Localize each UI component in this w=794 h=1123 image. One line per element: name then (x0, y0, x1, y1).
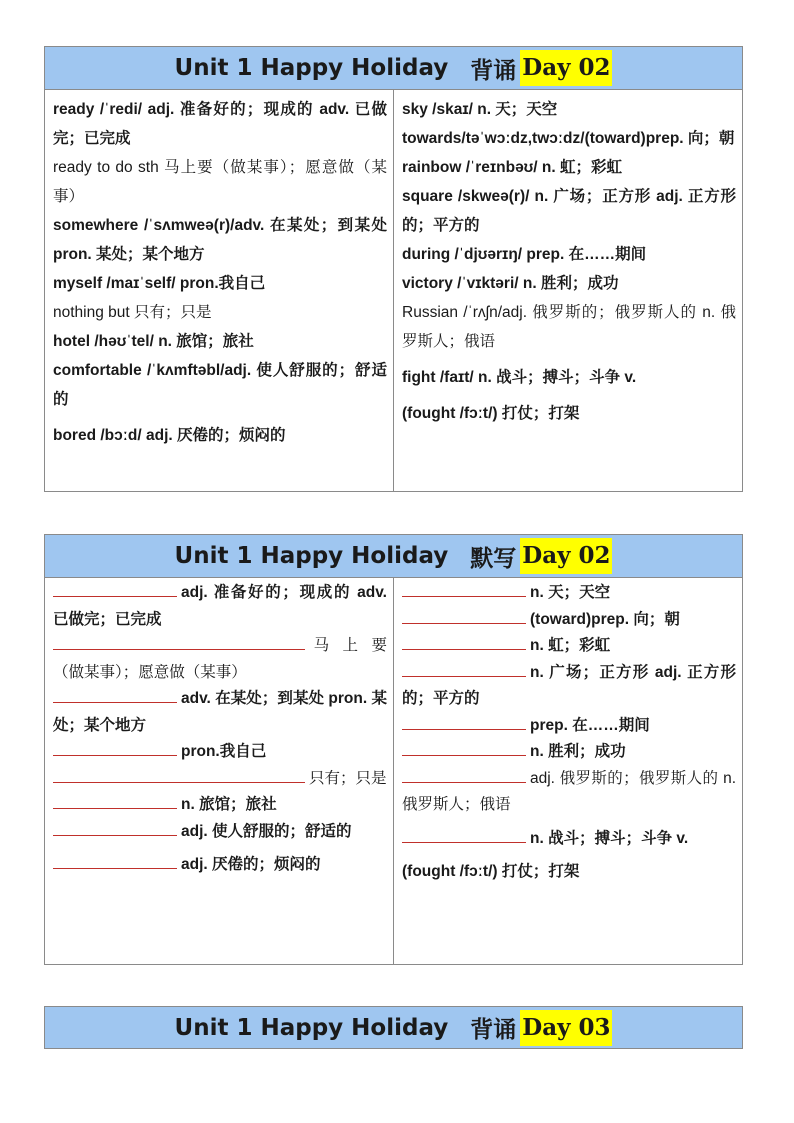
dictation-column-right (394, 578, 742, 964)
vocab-entry: comfortable /ˈkʌmftəbl/adj. 使人舒服的；舒适的 (53, 362, 387, 408)
card-header (45, 1007, 742, 1048)
vocab-entry: towards/təˈwɔːdz,twɔːdz/(toward)prep. 向；朝 (402, 130, 735, 147)
dictation-entry: adj. 准备好的；现成的 adv. 已做完；已完成 (53, 584, 387, 628)
fill-in-blank[interactable] (402, 595, 526, 597)
vocab-column-right (394, 90, 742, 491)
fill-in-blank[interactable] (402, 781, 526, 783)
card-kind-label: 背诵 (470, 1016, 517, 1043)
card-header (45, 535, 742, 578)
vocab-entry: victory /ˈvɪktəri/ n. 胜利；成功 (402, 275, 619, 292)
card-tag (470, 538, 612, 574)
fill-in-blank[interactable] (402, 754, 526, 756)
card-header (45, 47, 742, 90)
dictation-entry: 马 上 要（做某事）；愿意做（某事） (53, 637, 387, 681)
dictation-entry: adv. 在某处；到某处 pron. 某处；某个地方 (53, 690, 387, 734)
vocab-entry: during /ˈdjʊərɪŋ/ prep. 在……期间 (402, 246, 647, 263)
vocab-entry: fight /faɪt/ n. 战斗；搏斗；斗争 v. (402, 369, 637, 386)
recite-card-day02 (44, 46, 743, 492)
vocab-entry: (fought /fɔːt/) 打仗；打架 (402, 405, 580, 422)
fill-in-blank[interactable] (402, 648, 526, 650)
vocab-entry: hotel /həʊˈtel/ n. 旅馆；旅社 (53, 333, 254, 350)
day-label: Day 02 (520, 538, 612, 574)
dictation-entry: (toward)prep. 向；朝 (402, 607, 736, 634)
fill-in-blank[interactable] (53, 781, 305, 783)
fill-in-blank[interactable] (402, 622, 526, 624)
dictation-entry: n. 战斗；搏斗；斗争 v. (402, 826, 736, 853)
vocab-entry: nothing but 只有；只是 (53, 304, 212, 321)
dictation-entry: n. 广场；正方形 adj. 正方形的；平方的 (402, 663, 736, 707)
dictation-entry: (fought /fɔːt/) 打仗；打架 (402, 863, 580, 880)
dictation-entry: n. 虹；彩虹 (402, 633, 736, 660)
vocab-entry: square /skweə(r)/ n. 广场；正方形 adj. 正方形的；平方的 (402, 188, 736, 234)
dictation-entry: n. 胜利；成功 (402, 739, 736, 766)
unit-title: Unit 1 Happy Holiday (174, 55, 449, 81)
recite-card-day03 (44, 1006, 743, 1049)
dictation-card-day02 (44, 534, 743, 965)
vocab-entry: myself /maɪˈself/ pron.我自己 (53, 275, 266, 292)
vocab-entry: somewhere /ˈsʌmweə(r)/adv. 在某处；到某处 pron. 某处；某个地方 (53, 217, 387, 263)
card-kind-label: 默写 (470, 544, 517, 572)
vocab-entry: rainbow /ˈreɪnbəʊ/ n. 虹；彩虹 (402, 159, 623, 176)
card-body (45, 90, 742, 491)
day-label: Day 03 (520, 1010, 612, 1046)
dictation-entry: n. 天；天空 (402, 580, 736, 607)
dictation-entry: adj. 使人舒服的；舒适的 (53, 819, 387, 846)
dictation-entry: n. 旅馆；旅社 (53, 792, 387, 819)
unit-title: Unit 1 Happy Holiday (174, 1014, 449, 1041)
fill-in-blank[interactable] (53, 867, 177, 869)
vocab-entry: bored /bɔːd/ adj. 厌倦的；烦闷的 (53, 427, 286, 444)
fill-in-blank[interactable] (53, 595, 177, 597)
vocab-column-left (45, 90, 394, 491)
card-tag (470, 50, 612, 86)
dictation-entry: adj. 厌倦的；烦闷的 (53, 852, 387, 879)
dictation-entry: 只有；只是 (53, 766, 387, 793)
fill-in-blank[interactable] (53, 834, 177, 836)
vocab-entry: sky /skaɪ/ n. 天；天空 (402, 101, 558, 118)
card-body (45, 578, 742, 964)
card-tag (470, 1010, 612, 1046)
dictation-entry: pron.我自己 (53, 739, 387, 766)
card-kind-label: 背诵 (470, 56, 517, 84)
vocab-entry: ready to do sth 马上要（做某事）；愿意做（某事） (53, 159, 387, 205)
fill-in-blank[interactable] (402, 841, 526, 843)
day-label: Day 02 (520, 50, 612, 86)
vocab-entry: Russian /ˈrʌʃn/adj. 俄罗斯的；俄罗斯人的 n. 俄罗斯人；俄语 (402, 304, 736, 350)
fill-in-blank[interactable] (53, 754, 177, 756)
unit-title: Unit 1 Happy Holiday (174, 543, 449, 569)
vocab-entry: ready /ˈredi/ adj. 准备好的；现成的 adv. 已做完；已完成 (53, 101, 387, 147)
fill-in-blank[interactable] (53, 648, 305, 650)
dictation-column-left (45, 578, 394, 964)
fill-in-blank[interactable] (402, 728, 526, 730)
fill-in-blank[interactable] (53, 807, 177, 809)
fill-in-blank[interactable] (53, 701, 177, 703)
dictation-entry: adj. 俄罗斯的；俄罗斯人的 n. 俄罗斯人；俄语 (402, 769, 736, 813)
dictation-entry: prep. 在……期间 (402, 713, 736, 740)
fill-in-blank[interactable] (402, 675, 526, 677)
